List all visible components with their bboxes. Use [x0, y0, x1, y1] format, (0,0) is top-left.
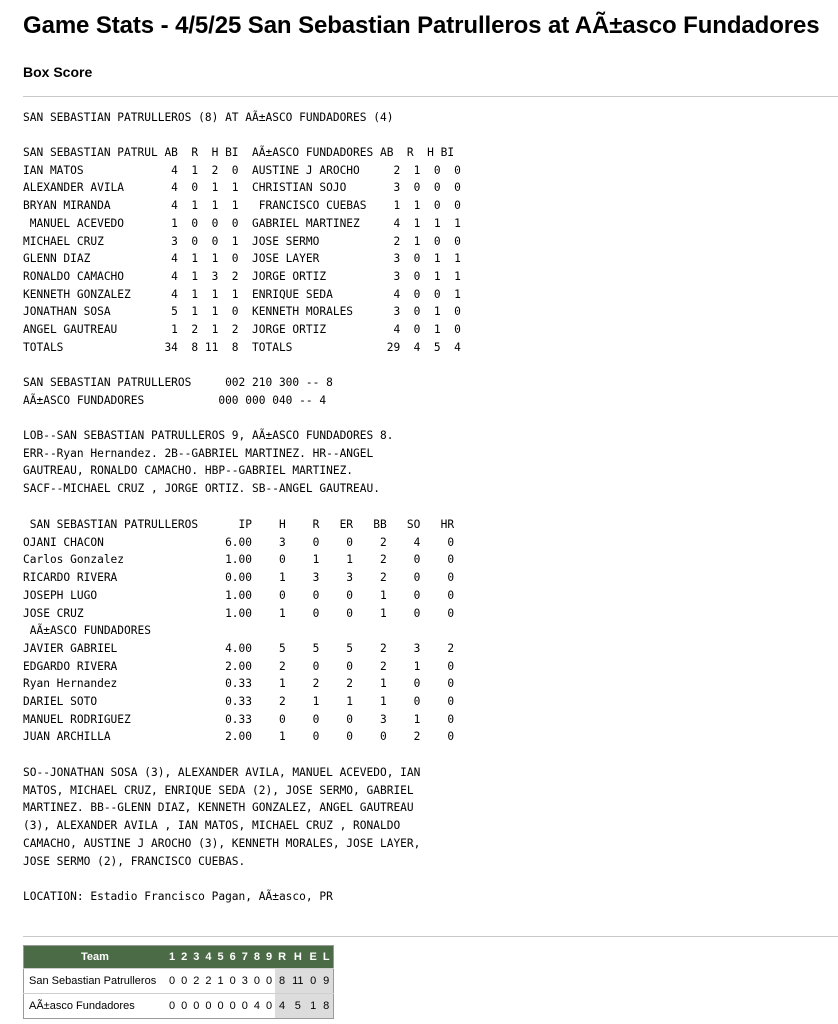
inning-score: 2 — [202, 969, 214, 994]
inning-score: 1 — [215, 969, 227, 994]
box-score-heading: Box Score — [23, 64, 93, 80]
inning-score: 0 — [190, 994, 202, 1019]
inning-score: 0 — [239, 994, 251, 1019]
inning-score: 0 — [178, 969, 190, 994]
header-inning-4: 4 — [202, 946, 214, 969]
inning-score: 0 — [263, 969, 275, 994]
divider — [23, 936, 838, 937]
header-lob: L — [320, 946, 333, 969]
header-inning-8: 8 — [251, 946, 263, 969]
inning-score: 0 — [202, 994, 214, 1019]
divider — [23, 96, 838, 97]
header-inning-2: 2 — [178, 946, 190, 969]
inning-score: 0 — [178, 994, 190, 1019]
inning-score: 0 — [263, 994, 275, 1019]
header-errors: E — [307, 946, 320, 969]
inning-score: 0 — [215, 994, 227, 1019]
linescore-table — [23, 945, 334, 1019]
linescore-row-away — [24, 969, 334, 994]
pitching-table: SAN SEBASTIAN PATRULLEROS IP H R ER BB SO HR OJANI CHACON 6.00 3 0 0 2 4 0 Carlos Gonzalez 1.00 0 1 1 2 0 0 RICARDO RIVERA 0.00 1 3 3 2 0 0 JOSEPH LUGO 1.00 0 0 0 1 0 0 JOSE CRUZ 1.00 1 0 0 1 0 0 AÃ±ASCO FUNDADORES JAVIER GABRIEL 4.00 5 5 5 2 3 2 EDGARDO RIVERA 2.00 2 0 0 2 1 0 Ryan Hernandez 0.33 1 2 2 1 0 0 DARIEL SOTO 0.33 2 1 1 1 0 0 MANUEL RODRIGUEZ 0.33 0 0 0 3 1 0 JUAN ARCHILLA 2.00 1 0 0 0 2 0 — [23, 518, 455, 744]
line-score-text: SAN SEBASTIAN PATRULLEROS 002 210 300 -- 8 AÃ±ASCO FUNDADORES 000 000 040 -- 4 — [23, 376, 333, 407]
game-notes: LOB--SAN SEBASTIAN PATRULLEROS 9, AÃ±ASCO FUNDADORES 8. ERR--Ryan Hernandez. 2B--GABRIEL MARTINEZ. HR--ANGEL GAUTREAU, RONALDO CAMACHO. HBP--GABRIEL MARTINEZ. SACF--MICHAEL CRUZ , JORGE ORTIZ. SB--ANGEL GAUTREAU. — [23, 429, 394, 496]
box-score-headline: SAN SEBASTIAN PATRULLEROS (8) AT AÃ±ASCO FUNDADORES (4) — [23, 111, 394, 124]
header-runs: R — [275, 946, 289, 969]
strikeouts-walks-notes: SO--JONATHAN SOSA (3), ALEXANDER AVILA, MANUEL ACEVEDO, IAN MATOS, MICHAEL CRUZ, ENRIQUE SEDA (2), JOSE SERMO, GABRIEL MARTINEZ. BB--GLENN DIAZ, KENNETH GONZALEZ, ANGEL GAUTREAU (3), ALEXANDER AVILA , IAN MATOS, MICHAEL CRUZ , RONALDO CAMACHO, AUSTINE J AROCHO (3), KENNETH MORALES, JOSE LAYER, JOSE SERMO (2), FRANCISCO CUEBAS. — [23, 766, 421, 868]
total-hits: 11 — [289, 969, 306, 994]
inning-score: 0 — [251, 969, 263, 994]
page-title: Game Stats - 4/5/25 San Sebastian Patrulleros at AÃ±asco Fundadores — [23, 12, 820, 39]
inning-score: 0 — [227, 969, 239, 994]
total-errors: 0 — [307, 969, 320, 994]
team-name: AÃ±asco Fundadores — [24, 994, 167, 1019]
inning-score: 4 — [251, 994, 263, 1019]
batting-table: SAN SEBASTIAN PATRUL AB R H BI AÃ±ASCO FUNDADORES AB R H BI IAN MATOS 4 1 2 0 AUSTINE J AROCHO 2 1 0 0 ALEXANDER AVILA 4 0 1 1 CHRISTIAN SOJO 3 0 0 0 BRYAN MIRANDA 4 1 1 1 FRANCISCO CUEBAS 1 1 0 0 MANUEL ACEVEDO 1 0 0 0 GABRIEL MARTINEZ 4 1 1 1 MICHAEL CRUZ 3 0 0 1 JOSE SERMO 2 1 0 0 GLENN DIAZ 4 1 1 0 JOSE LAYER 3 0 1 1 RONALDO CAMACHO 4 1 3 2 JORGE ORTIZ 3 0 1 1 KENNETH GONZALEZ 4 1 1 1 ENRIQUE SEDA 4 0 0 1 JONATHAN SOSA 5 1 1 0 KENNETH MORALES 3 0 1 0 ANGEL GAUTREAU 1 2 1 2 JORGE ORTIZ 4 0 1 0 TOTALS 34 8 11 8 TOTALS 29 4 5 4 — [23, 146, 461, 354]
inning-score: 0 — [166, 994, 178, 1019]
inning-score: 3 — [239, 969, 251, 994]
header-inning-9: 9 — [263, 946, 275, 969]
inning-score: 2 — [190, 969, 202, 994]
header-inning-6: 6 — [227, 946, 239, 969]
linescore-header-row — [24, 946, 334, 969]
total-runs: 4 — [275, 994, 289, 1019]
left-on-base: 9 — [320, 969, 333, 994]
header-hits: H — [289, 946, 306, 969]
header-inning-7: 7 — [239, 946, 251, 969]
inning-score: 0 — [227, 994, 239, 1019]
header-inning-3: 3 — [190, 946, 202, 969]
header-inning-5: 5 — [215, 946, 227, 969]
header-team: Team — [24, 946, 167, 969]
team-name: San Sebastian Patrulleros — [24, 969, 167, 994]
linescore-row-home — [24, 994, 334, 1019]
location-text: LOCATION: Estadio Francisco Pagan, AÃ±asco, PR — [23, 890, 333, 903]
left-on-base: 8 — [320, 994, 333, 1019]
total-hits: 5 — [289, 994, 306, 1019]
header-inning-1: 1 — [166, 946, 178, 969]
total-runs: 8 — [275, 969, 289, 994]
total-errors: 1 — [307, 994, 320, 1019]
inning-score: 0 — [166, 969, 178, 994]
